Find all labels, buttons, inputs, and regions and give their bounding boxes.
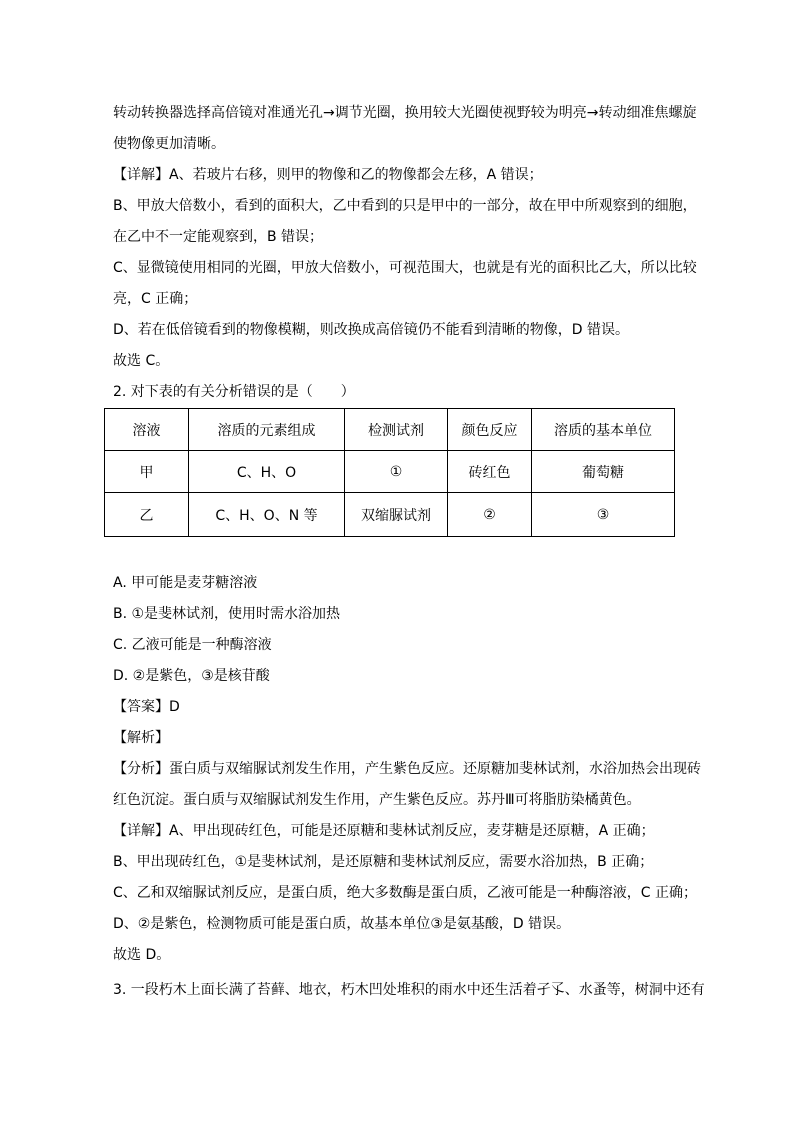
table-header-row: [105, 409, 675, 451]
text-line: C、乙和双缩脲试剂反应，是蛋白质，绝大多数酶是蛋白质，乙液可能是一种酶溶液，C 正确；: [113, 885, 697, 901]
option-b: B. ①是斐林试剂，使用时需水浴加热: [113, 606, 341, 622]
option-d: D. ②是紫色，③是核苷酸: [113, 668, 270, 684]
table-cell: 砖红色: [448, 451, 532, 493]
table-cell: 乙: [105, 493, 189, 537]
text-line: 故选 C。: [113, 353, 170, 369]
text-line: 【分析】蛋白质与双缩脲试剂发生作用，产生紫色反应。还原糖加斐林试剂，水浴加热会出现砖: [113, 761, 701, 777]
table-row: [105, 493, 675, 537]
text-line: 【详解】A、甲出现砖红色，可能是还原糖和斐林试剂反应，麦芽糖是还原糖，A 正确；: [113, 823, 655, 839]
question-3-stem: 3. 一段朽木上面长满了苔藓、地衣，朽木凹处堆积的雨水中还生活着孑孓、水蚤等，树洞中还有: [113, 982, 705, 998]
question-2-stem: 2. 对下表的有关分析错误的是（ ）: [113, 384, 355, 400]
text-line: D、若在低倍镜看到的物像模糊，则改换成高倍镜仍不能看到清晰的物像，D 错误。: [113, 322, 630, 338]
text-line: 【详解】A、若玻片右移，则甲的物像和乙的物像都会左移，A 错误；: [113, 167, 543, 183]
table-cell: 双缩脲试剂: [345, 493, 448, 537]
text-line: 转动转换器选择高倍镜对准通光孔→调节光圈，换用较大光圈使视野较为明亮→转动细准焦螺旋: [113, 105, 697, 121]
analysis-label: 【解析】: [113, 730, 169, 746]
text-line: C、显微镜使用相同的光圈，甲放大倍数小，可视范围大，也就是有光的面积比乙大，所以比较: [113, 260, 697, 276]
text-line: 亮，C 正确；: [113, 291, 198, 307]
table-cell: C、H、O、N 等: [189, 493, 345, 537]
text-line: B、甲放大倍数小，看到的面积大，乙中看到的只是甲中的一部分，故在甲中所观察到的细胞，: [113, 198, 697, 214]
table-cell: ②: [448, 493, 532, 537]
text-line: 在乙中不一定能观察到，B 错误；: [113, 229, 324, 245]
option-a: A. 甲可能是麦芽糖溶液: [113, 575, 258, 591]
text-line: B、甲出现砖红色，①是斐林试剂，是还原糖和斐林试剂反应，需要水浴加热，B 正确；: [113, 854, 654, 870]
option-c: C. 乙液可能是一种酶溶液: [113, 637, 272, 653]
answer-label: 【答案】D: [113, 699, 180, 715]
table-cell: ①: [345, 451, 448, 493]
header-cell: 检测试剂: [345, 409, 448, 451]
text-line: 故选 D。: [113, 947, 171, 963]
table-cell: ③: [532, 493, 675, 537]
analysis-table: [104, 408, 675, 537]
table-cell: 甲: [105, 451, 189, 493]
header-cell: 溶质的基本单位: [532, 409, 675, 451]
text-line: 使物像更加清晰。: [113, 136, 225, 152]
header-cell: 溶质的元素组成: [189, 409, 345, 451]
text-line: 红色沉淀。蛋白质与双缩脲试剂发生作用，产生紫色反应。苏丹Ⅲ可将脂肪染橘黄色。: [113, 792, 641, 808]
table-cell: C、H、O: [189, 451, 345, 493]
header-cell: 溶液: [105, 409, 189, 451]
text-line: D、②是紫色，检测物质可能是蛋白质，故基本单位③是氨基酸，D 错误。: [113, 916, 571, 932]
header-cell: 颜色反应: [448, 409, 532, 451]
table-row: [105, 451, 675, 493]
table-cell: 葡萄糖: [532, 451, 675, 493]
